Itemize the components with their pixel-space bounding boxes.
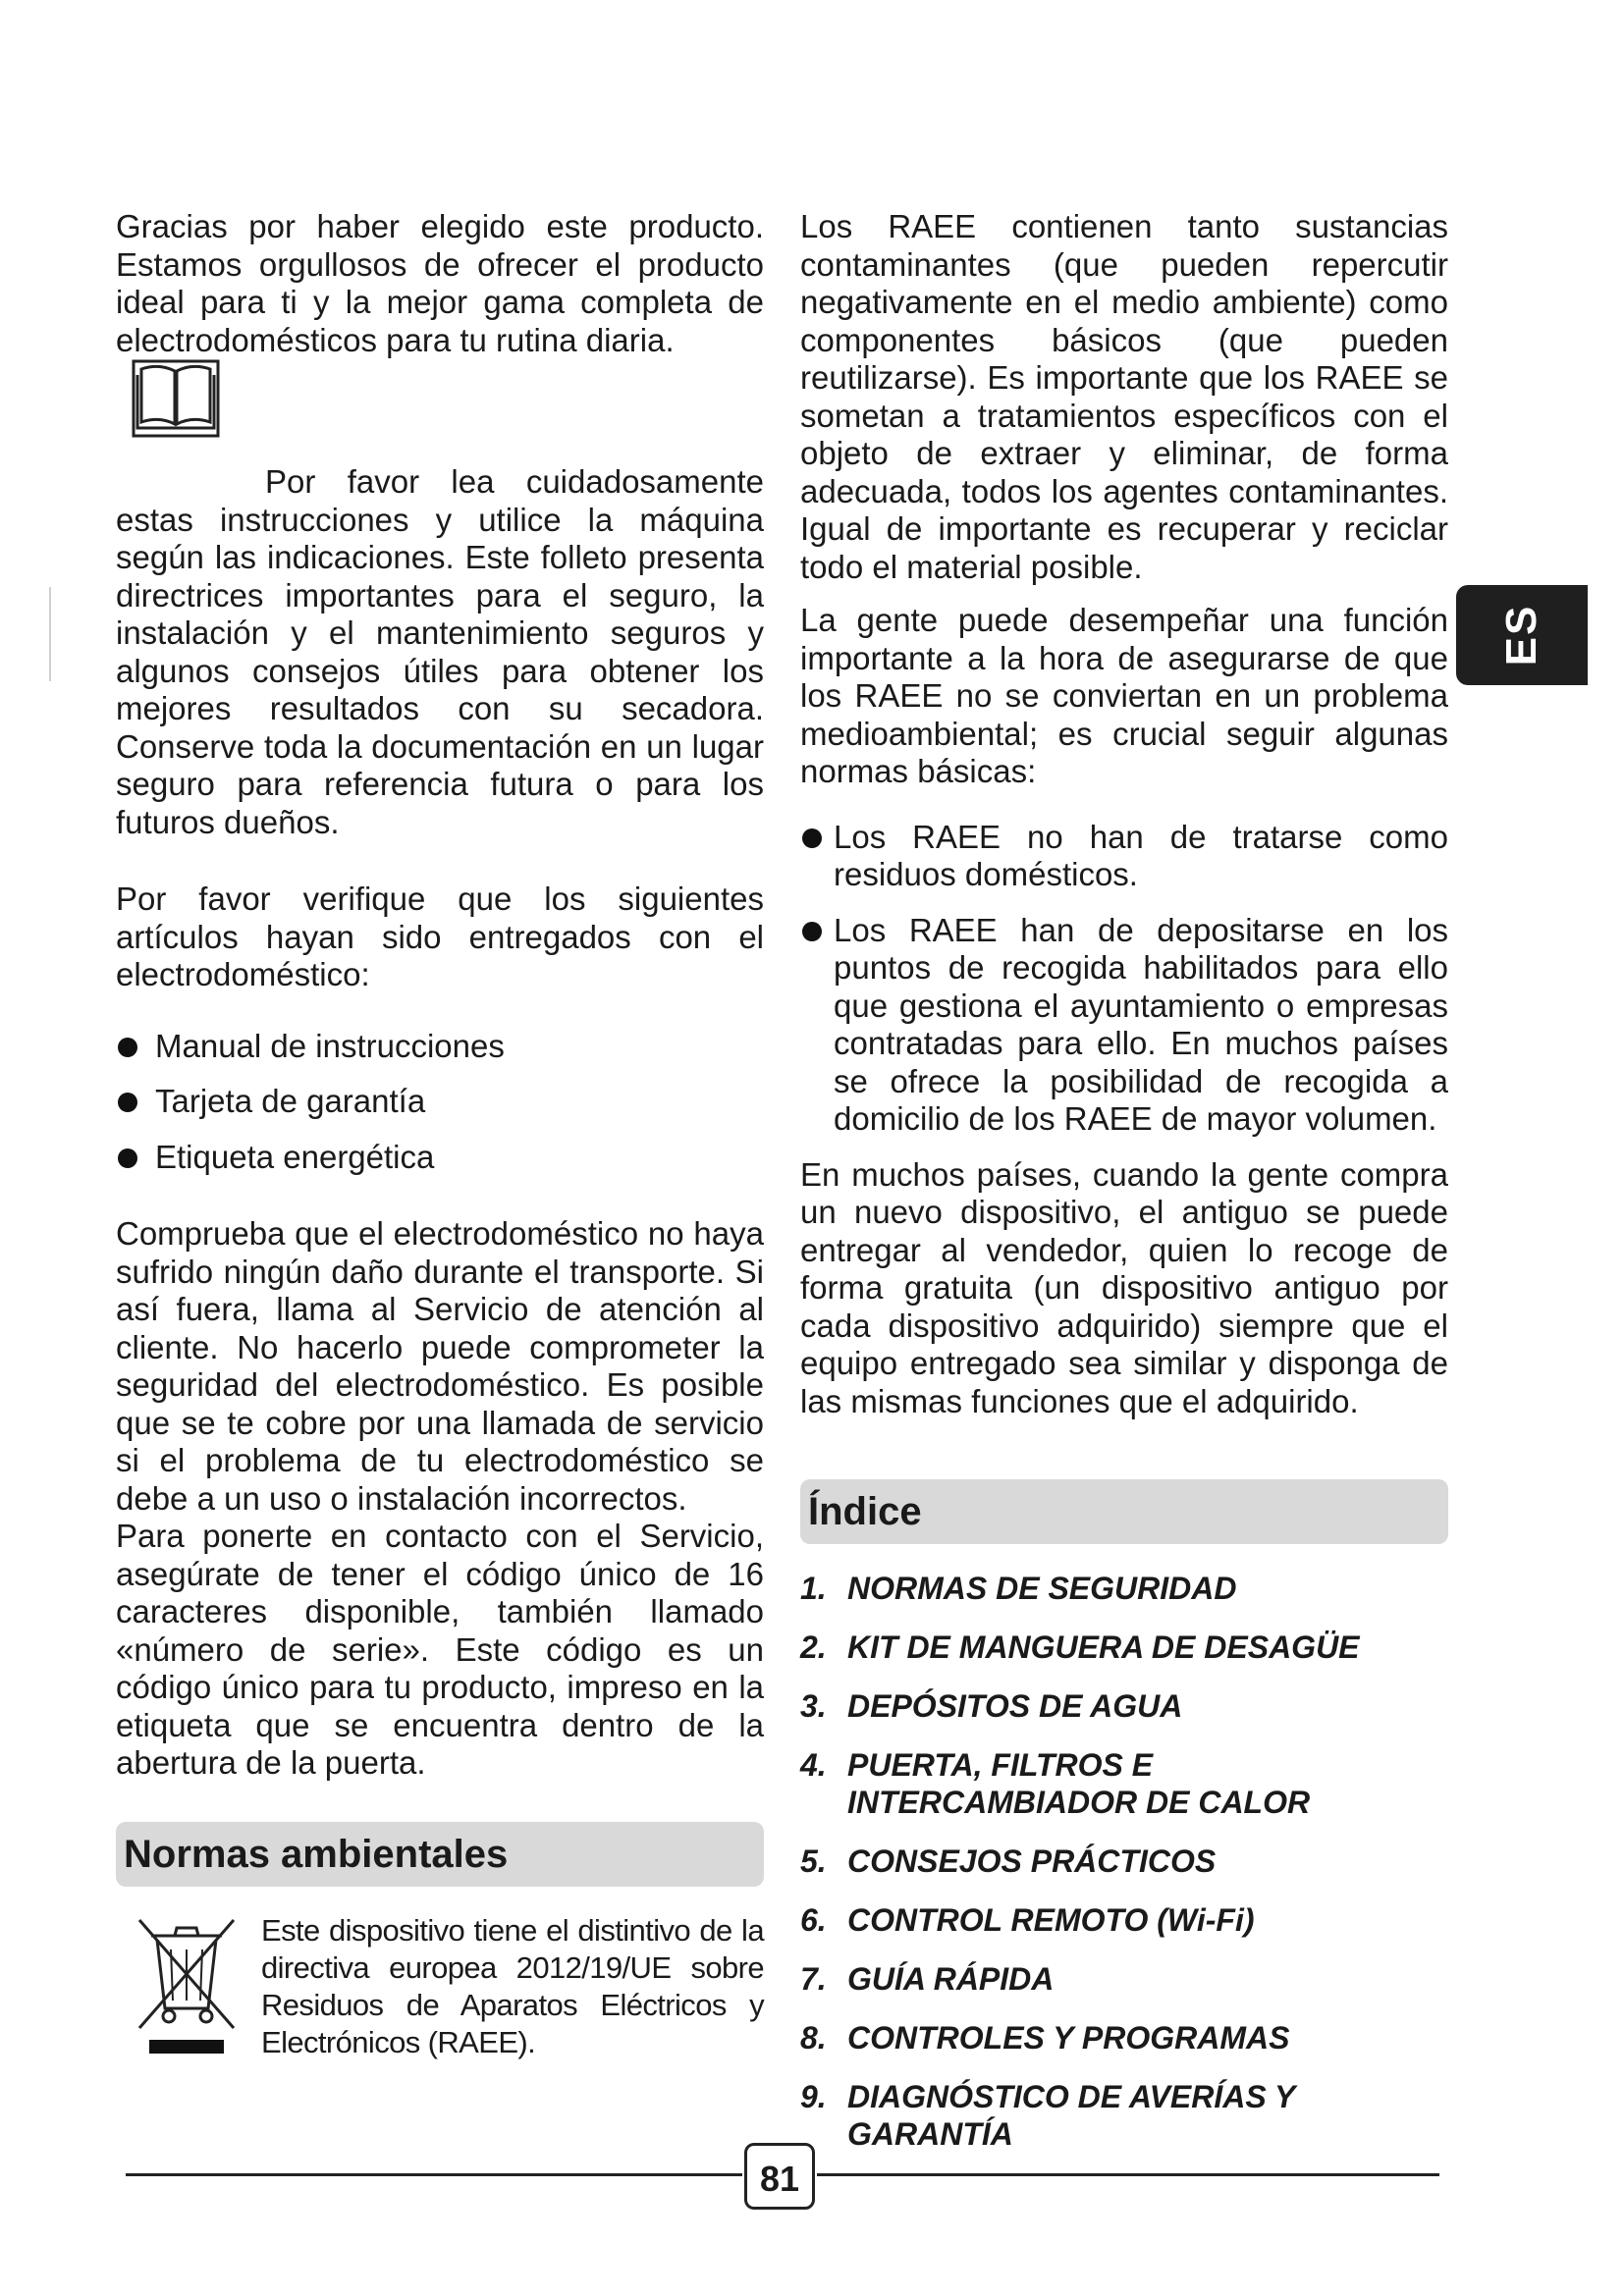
verify-paragraph: Por favor verifique que los siguientes artículos hayan sido entregados con el electrodoméstico:: [116, 881, 764, 992]
toc-item[interactable]: 3. DEPÓSITOS DE AGUA: [800, 1688, 1183, 1724]
bullet-icon: [802, 828, 822, 848]
bullet-icon: [118, 1093, 137, 1112]
toc-item[interactable]: 6. CONTROL REMOTO (Wi-Fi): [800, 1902, 1255, 1938]
table-of-contents: [800, 1570, 1448, 2153]
environment-heading: Normas ambientales: [116, 1822, 764, 1887]
return-paragraph: En muchos países, cuando la gente compra un nuevo dispositivo, el antiguo se puede entregar al vendedor, quien lo recoge de forma gratuita (un dispositivo antiguo por cada dispositivo adquirido) siempre que el equipo entregado sea similar y disponga de las mismas funciones que el adquirido.: [800, 1155, 1448, 1419]
toc-item[interactable]: 8. CONTROLES Y PROGRAMAS: [800, 2020, 1290, 2056]
bullet-icon: [118, 1038, 137, 1057]
list-item: Manual de instrucciones: [116, 1028, 764, 1066]
bullet-icon: [802, 922, 822, 941]
read-instructions-paragraph: Por favor lea cuidadosamente estas instrucciones y utilice la máquina según las indicaciones. Este folleto presenta directrices importantes para el seguro, la instalación y el mantenimiento seguros y algunos consejos útiles para obtener los mejores resultados con su secadora. Conserve toda la documentación en un lugar seguro para referencia futura o para los futuros dueños.: [116, 463, 764, 840]
page-number: 81: [744, 2143, 815, 2210]
open-book-icon: [132, 359, 220, 438]
toc-item[interactable]: 9. DIAGNÓSTICO DE AVERÍAS Y GARANTÍA: [800, 2079, 1295, 2152]
language-tab-label: ES: [1497, 604, 1545, 667]
weee-paragraph: Este dispositivo tiene el distintivo de la directiva europea 2012/19/UE sobre Residuos de Aparatos Eléctricos y Electrónicos (RAEE).: [261, 1912, 764, 2059]
footer-rule-right: [817, 2173, 1439, 2176]
toc-item[interactable]: 2. KIT DE MANGUERA DE DESAGÜE: [800, 1629, 1360, 1665]
raee-rules-list: [800, 819, 1448, 1139]
left-column: [116, 208, 764, 2069]
check-damage-paragraph: Comprueba que el electrodoméstico no haya sufrido ningún daño durante el transporte. Si así fuera, llama al Servicio de atención al cliente. No hacerlo puede comprometer la seguridad del electrodoméstico. Es posible que se te cobre por una llamada de servicio si el problema de tu electrodoméstico se debe a un uso o instalación incorrectos.: [116, 1215, 764, 1517]
margin-mark: [49, 587, 51, 681]
delivered-items-list: [116, 1028, 764, 1177]
intro-paragraph: Gracias por haber elegido este producto. Estamos orgullosos de ofrecer el producto ideal para ti y la mejor gama completa de electrodomésticos para tu rutina diaria.: [116, 208, 764, 358]
crossed-out-bin-icon: [135, 1914, 238, 2057]
index-heading: Índice: [800, 1479, 1448, 1544]
footer-rule-left: [126, 2173, 742, 2176]
list-item: Los RAEE no han de tratarse como residuos domésticos.: [800, 819, 1448, 894]
role-paragraph: La gente puede desempeñar una función importante a la hora de asegurarse de que los RAEE no se conviertan en un problema medioambiental; es crucial seguir algunas normas básicas:: [800, 602, 1448, 789]
toc-item[interactable]: 1. NORMAS DE SEGURIDAD: [800, 1571, 1237, 1606]
right-column: [800, 208, 1448, 2174]
list-item: Etiqueta energética: [116, 1139, 764, 1177]
read-instructions-block: [116, 359, 764, 841]
contact-paragraph: Para ponerte en contacto con el Servicio, asegúrate de tener el código único de 16 caracteres disponible, también llamado «número de serie». Este código es un código único para tu producto, impreso en la etiqueta que se encuentra dentro de la abertura de la puerta.: [116, 1518, 764, 1781]
toc-item[interactable]: 5. CONSEJOS PRÁCTICOS: [800, 1843, 1217, 1879]
bullet-icon: [118, 1148, 137, 1168]
weee-block: [116, 1912, 764, 2069]
toc-item[interactable]: 7. GUÍA RÁPIDA: [800, 1961, 1055, 1997]
toc-item[interactable]: 4. PUERTA, FILTROS E INTERCAMBIADOR DE CALOR: [800, 1747, 1311, 1820]
list-item: Tarjeta de garantía: [116, 1083, 764, 1121]
list-item: Los RAEE han de depositarse en los puntos de recogida habilitados para ello que gestiona el ayuntamiento o empresas contratadas para ello. En muchos países se ofrece la posibilidad de recogida a domicilio de los RAEE de mayor volumen.: [800, 912, 1448, 1139]
language-tab: [1456, 585, 1588, 685]
raee-intro-paragraph: Los RAEE contienen tanto sustancias contaminantes (que pueden repercutir negativamente en el medio ambiente) como componentes básicos (que pueden reutilizarse). Es importante que los RAEE se sometan a tratamientos específicos con el objeto de extraer y eliminar, de forma adecuada, todos los agentes contaminantes. Igual de importante es recuperar y reciclar todo el material posible.: [800, 208, 1448, 585]
